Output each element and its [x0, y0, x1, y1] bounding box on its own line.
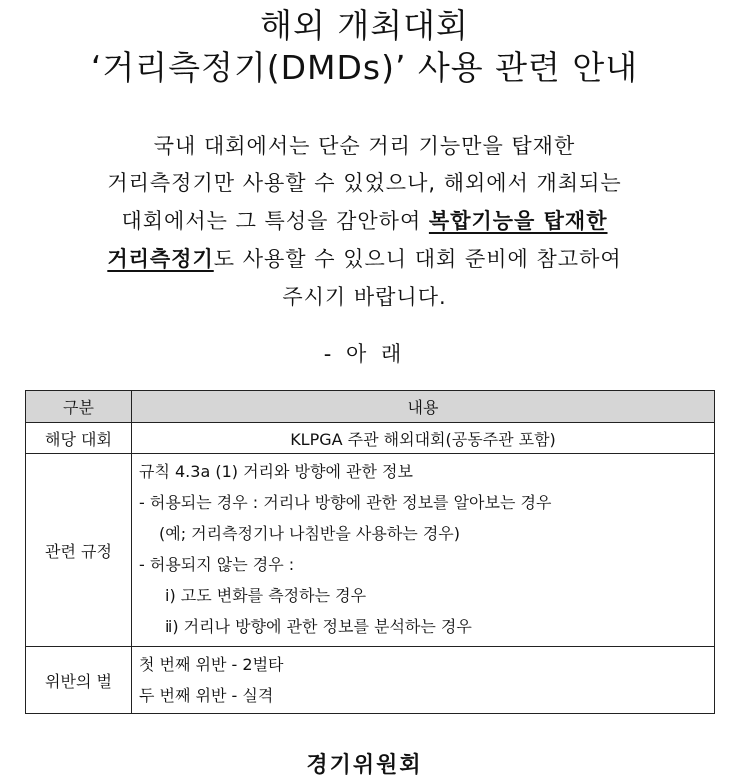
header-content: 내용: [132, 391, 715, 423]
intro-line-4-text: 도 사용할 수 있으니 대회 준비에 참고하여: [213, 247, 622, 271]
target-content: KLPGA 주관 해외대회(공동주관 포함): [132, 423, 715, 454]
intro-emphasis-2: 거리측정기: [107, 247, 214, 271]
intro-line-5: 주시기 바랍니다.: [282, 285, 447, 309]
intro-line-4: [0, 241, 729, 278]
rule-line: ⅱ) 거리나 방향에 관한 정보를 분석하는 경우: [165, 617, 472, 636]
rule-line: - 허용되는 경우 : 거리나 방향에 관한 정보를 알아보는 경우: [139, 493, 552, 512]
header-category: 구분: [26, 391, 132, 423]
table-row-rules: [26, 454, 715, 647]
rule-line: (예; 거리측정기나 나침반을 사용하는 경우): [159, 524, 460, 543]
issuer-name: 경기위원회: [306, 753, 423, 778]
intro-line-1: 국내 대회에서는 단순 거리 기능만을 탑재한: [153, 134, 576, 158]
intro-line-2: 거리측정기만 사용할 수 있었으나, 해외에서 개최되는: [107, 171, 622, 195]
title-line-1: 해외 개최대회: [260, 6, 469, 45]
notice-table: [25, 390, 715, 714]
intro-line-3-text: 대회에서는 그 특성을 감안하여: [121, 209, 429, 233]
penalty-label: 위반의 벌: [26, 647, 132, 714]
table-row-target: [26, 423, 715, 454]
penalty-line: 첫 번째 위반 - 2벌타: [139, 655, 284, 674]
intro-line-3: [0, 203, 729, 240]
rule-line: ⅰ) 고도 변화를 측정하는 경우: [165, 586, 367, 605]
rules-label: 관련 규정: [26, 454, 132, 647]
target-label: 해당 대회: [26, 423, 132, 454]
rules-content: [132, 454, 715, 647]
section-marker: - 아 래: [323, 342, 406, 366]
penalty-line: 두 번째 위반 - 실격: [139, 686, 274, 705]
table-header-row: [26, 391, 715, 423]
intro-emphasis-1: 복합기능을 탑재한: [428, 209, 608, 233]
title-line-2: ‘거리측정기(DMDs)’ 사용 관련 안내: [90, 48, 639, 87]
rule-line: 규칙 4.3a (1) 거리와 방향에 관한 정보: [139, 462, 413, 481]
penalty-content: [132, 647, 715, 714]
table-row-penalty: [26, 647, 715, 714]
rule-line: - 허용되지 않는 경우 :: [139, 555, 295, 574]
